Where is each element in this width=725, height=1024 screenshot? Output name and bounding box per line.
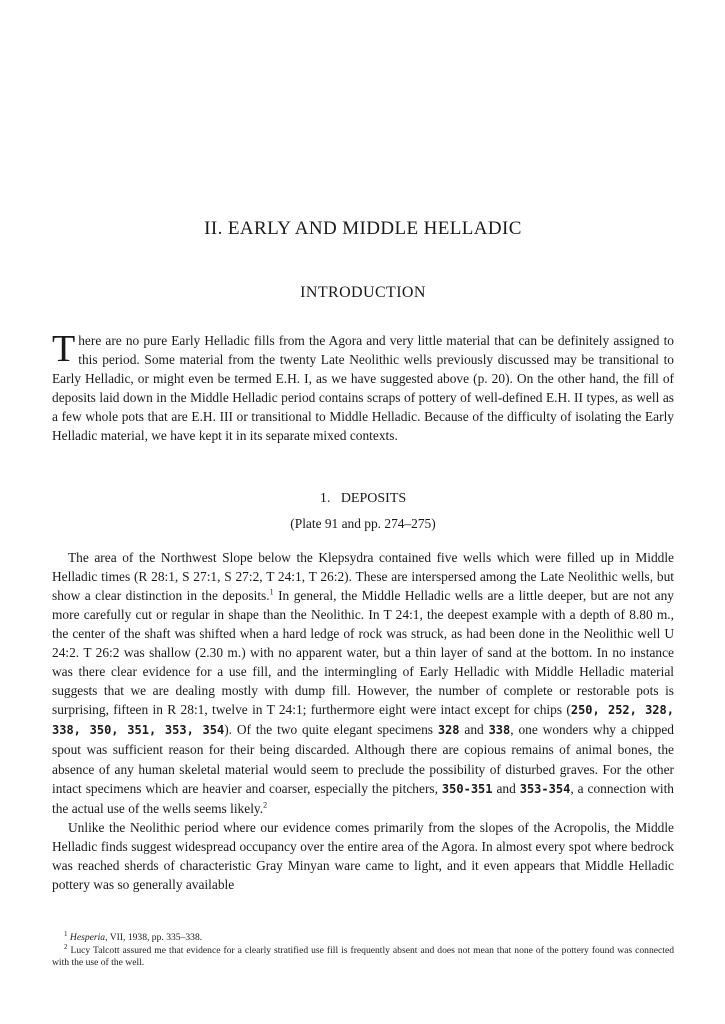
- chapter-title: II. EARLY AND MIDDLE HELLADIC: [204, 218, 522, 239]
- text-segment: The area of the Northwest Slope below the Klepsydra contained five wells which were filled up in Middle Helladic times (R 28:1, S 27:1, S 27:2, T 24:1, T 26:2). These are interspersed among the Late Neolithic wells, but show a clear distinction in the deposits.: [52, 550, 674, 604]
- footnote-text: , VII, 1938, pp. 335–338.: [105, 932, 203, 943]
- footnote-number: 1: [64, 929, 68, 938]
- section-title: INTRODUCTION: [300, 284, 426, 301]
- intro-paragraph: [52, 328, 674, 445]
- paragraph-deposits: [52, 548, 674, 818]
- footnote-ref-1: 1: [269, 587, 274, 597]
- footnote-2: [52, 942, 674, 970]
- text-segment: , one wonders why a chipped spout was sufficient reason for their being discarded. Although there are copious remains of animal bones, the absence of any human skeletal material would seem to preclude the possibility of disturbed graves. For the other intact specimens which are heavier and coarser, especially the pitchers,: [52, 722, 675, 796]
- plate-reference: (Plate 91 and pp. 274–275): [290, 516, 436, 531]
- text-segment: and: [459, 722, 489, 738]
- footnote-ref-2: 2: [263, 800, 268, 810]
- journal-title: Hesperia: [69, 932, 106, 943]
- text-segment: and: [492, 780, 520, 796]
- text-segment: , a connection with the actual use of the wells seems likely.: [52, 780, 675, 816]
- footnote-number: 2: [64, 942, 68, 951]
- catalogue-number: 350-351: [441, 781, 493, 796]
- catalogue-number: 353-354: [519, 781, 571, 796]
- catalogue-numbers: 250, 252, 328, 338, 350, 351, 353, 354: [52, 703, 674, 738]
- paragraph-occupancy: Unlike the Neolithic period where our evidence comes primarily from the slopes of the Acropolis, the Middle Helladic finds suggest widespread occupancy over the entire area of the Agora. In almost every spot where bedrock was reached sherds of characteristic Gray Minyan ware came to light, and it even appears that Middle Helladic pottery was so generally available: [52, 819, 674, 892]
- catalogue-number: 328: [437, 723, 460, 738]
- document-page: [52, 0, 674, 1024]
- subsection-title: 1. DEPOSITS: [319, 491, 407, 506]
- footnote-text: Lucy Talcott assured me that evidence for a clearly stratified use fill is frequently absent and does not mean that none of the pottery found was connected with the use of the well.: [52, 944, 674, 968]
- footnotes: [52, 929, 674, 970]
- body-text: [52, 548, 674, 894]
- text-segment: In general, the Middle Helladic wells are a little deeper, but are not any more carefully cut or regular in shape than the Neolithic. In T 24:1, the deepest example with a depth of 8.80 m., the center of the shaft was shifted when a hard ledge of rock was struck, as had been done in the Neolithic well U 24:2. T 26:2 was shallow (2.30 m.) with no apparent water, but a thin layer of sand at the bottom. In no instance was there clear evidence for a use fill, and the intermingling of Early Helladic with Middle Helladic material suggests that we are dealing mostly with dump fill. However, the number of complete or restorable pots is surprising, fifteen in R 28:1, twelve in T 24:1; furthermore eight were intact except for chips (: [52, 588, 674, 718]
- footnote-1: [52, 929, 674, 945]
- drop-cap: T: [52, 328, 76, 370]
- catalogue-number: 338: [488, 723, 511, 738]
- intro-text: here are no pure Early Helladic fills from the Agora and very little material that can be definitely assigned to this period. Some material from the twenty Late Neolithic wells previously discussed may be transitional to Early Helladic, or might even be termed E.H. I, as we have suggested above (p. 20). On the other hand, the fill of deposits laid down in the Middle Helladic period contains scraps of pottery of well-defined E.H. II types, as well as a few whole pots that are E.H. III or transitional to Middle Helladic. Because of the difficulty of isolating the Early Helladic material, we have kept it in its separate mixed contexts.: [52, 333, 674, 443]
- text-segment: ). Of the two quite elegant specimens: [224, 722, 438, 738]
